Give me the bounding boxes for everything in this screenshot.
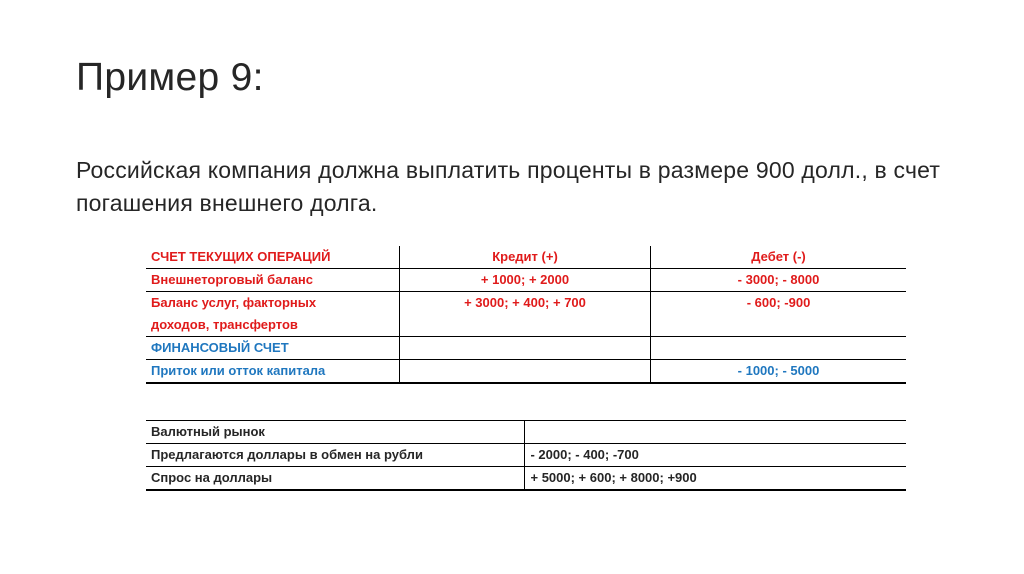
table-row (146, 444, 906, 467)
credit-cell (400, 360, 651, 384)
row-label: Спрос на доллары (146, 467, 525, 491)
value-cell (525, 421, 906, 444)
table-header-row (146, 246, 906, 269)
table-row (146, 269, 906, 292)
row-label: Предлагаются доллары в обмен на рубли (146, 444, 525, 467)
debit-cell: - 1000; - 5000 (651, 360, 907, 384)
table-row (146, 337, 906, 360)
credit-cell: + 1000; + 2000 (400, 269, 651, 292)
table-row (146, 360, 906, 384)
header-current-account: СЧЕТ ТЕКУЩИХ ОПЕРАЦИЙ (146, 246, 400, 269)
slide-text: Российская компания должна выплатить проценты в размере 900 долл., в счет погашения внешнего долга. (76, 157, 941, 216)
row-label (146, 292, 400, 337)
credit-cell (400, 337, 651, 360)
table-row (146, 292, 906, 337)
balance-of-payments-table (146, 246, 906, 384)
row-label-line: доходов, трансфертов (151, 317, 298, 332)
slide-title: Пример 9: (76, 56, 264, 99)
debit-cell (651, 337, 907, 360)
header-debit: Дебет (-) (651, 246, 907, 269)
row-label: Валютный рынок (146, 421, 525, 444)
credit-cell: + 3000; + 400; + 700 (400, 292, 651, 337)
row-label: ФИНАНСОВЫЙ СЧЕТ (146, 337, 400, 360)
table-row (146, 467, 906, 491)
debit-cell: - 600; -900 (651, 292, 907, 337)
row-label: Внешнеторговый баланс (146, 269, 400, 292)
value-cell: + 5000; + 600; + 8000; +900 (530, 470, 697, 485)
value-cell: - 2000; - 400; -700 (530, 447, 639, 462)
table-row (146, 421, 906, 444)
row-label-line: Баланс услуг, факторных (151, 295, 317, 310)
debit-cell: - 3000; - 8000 (651, 269, 907, 292)
row-label: Приток или отток капитала (146, 360, 400, 384)
header-credit: Кредит (+) (400, 246, 651, 269)
currency-market-table (146, 420, 906, 491)
